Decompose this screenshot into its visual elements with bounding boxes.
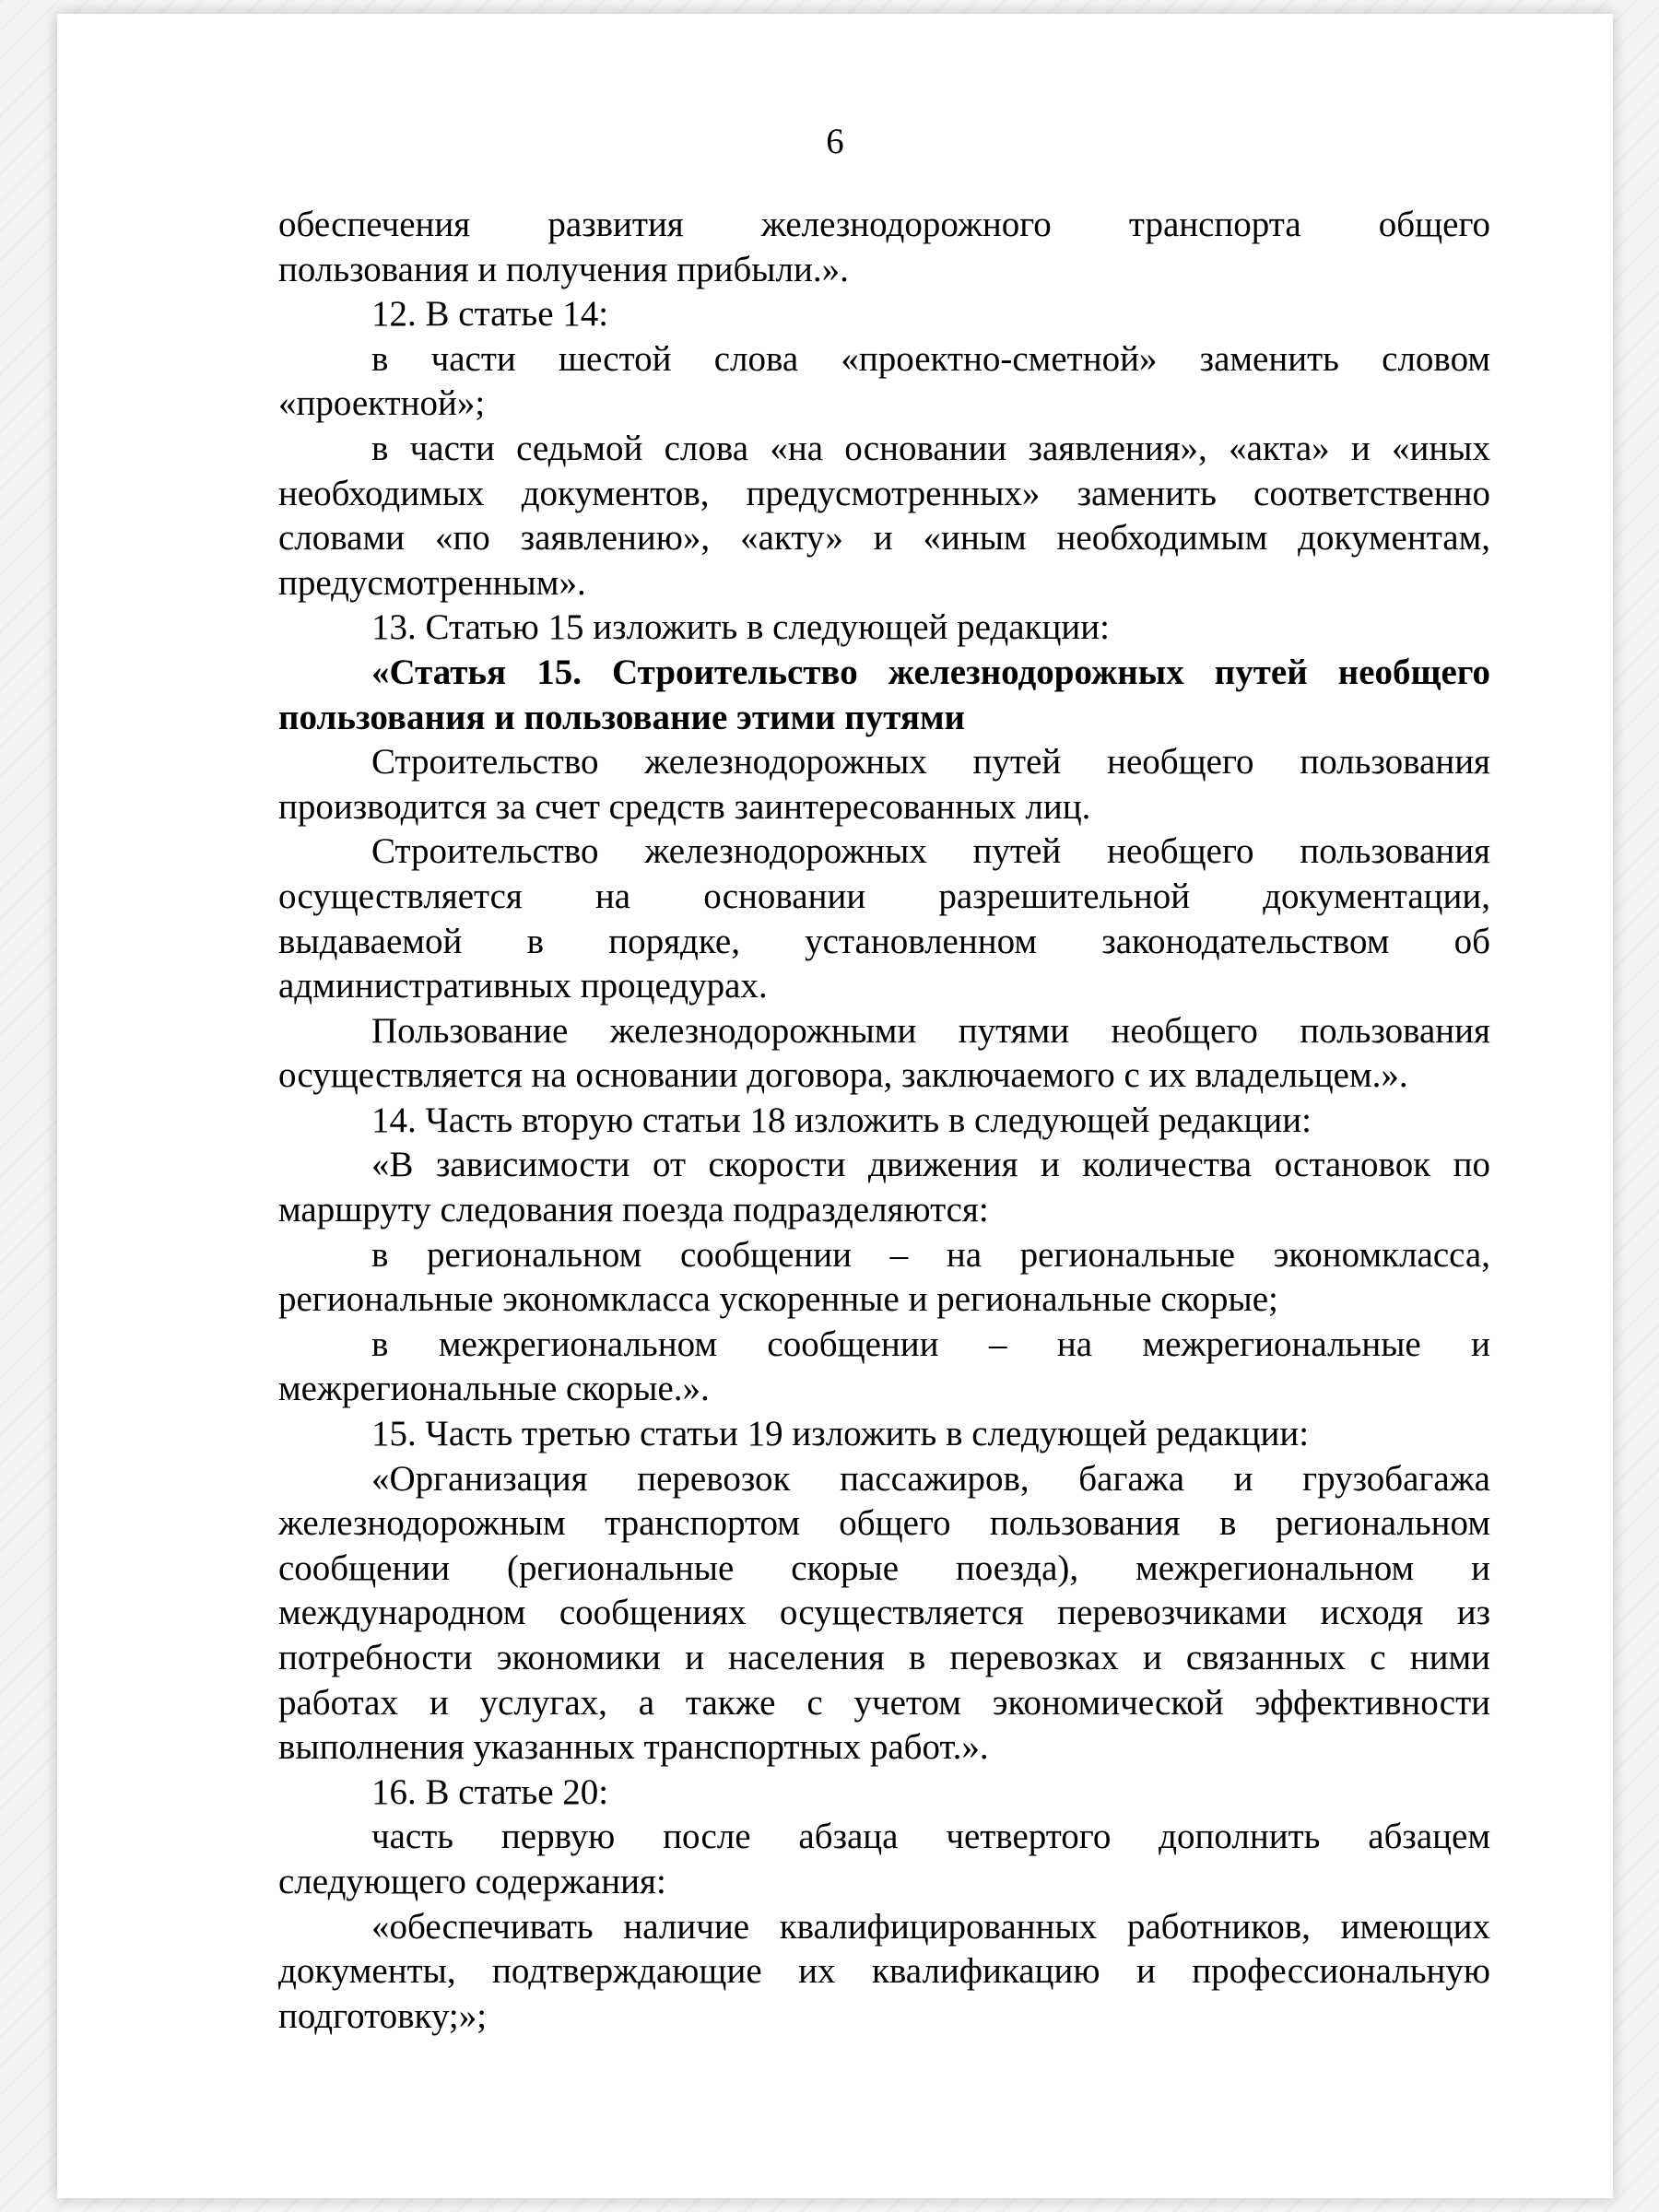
- paragraph: [278, 337, 1490, 427]
- text-line: выдаваемой в порядке, установленном законодательством об: [278, 921, 1490, 961]
- text-line: Строительство железнодорожных путей необщего пользования: [371, 831, 1490, 872]
- text-line: сообщении (региональные скорые поезда), межрегиональном и: [278, 1547, 1490, 1588]
- document-body: [278, 203, 1490, 2039]
- paragraph: [278, 1233, 1490, 1323]
- text-line: «проектной»;: [278, 383, 486, 424]
- paragraph: [278, 427, 1490, 606]
- text-line: словами «по заявлению», «акту» и «иным необходимым документам,: [278, 518, 1490, 559]
- text-line: документы, подтверждающие их квалификацию и профессиональную: [278, 1951, 1490, 1992]
- text-line: в межрегиональном сообщении – на межрегиональные и: [371, 1324, 1490, 1364]
- paragraph: [278, 740, 1490, 830]
- text-line: выполнения указанных транспортных работ.».: [278, 1727, 989, 1768]
- text-line: необходимых документов, предусмотренных» заменить соответственно: [278, 473, 1490, 513]
- text-line: предусмотренным».: [278, 562, 586, 603]
- paragraph: [278, 1009, 1490, 1099]
- paragraph: [278, 1771, 1490, 1816]
- text-line: маршруту следования поезда подразделяются:: [278, 1190, 989, 1230]
- paragraph: [278, 1323, 1490, 1412]
- text-line: Строительство железнодорожных путей необщего пользования: [371, 742, 1490, 782]
- text-line: «обеспечивать наличие квалифицированных работников, имеющих: [371, 1906, 1490, 1947]
- text-line: 12. В статье 14:: [371, 294, 609, 335]
- text-line: международном сообщениях осуществляется перевозчиками исходя из: [278, 1593, 1490, 1633]
- text-line: региональные экономкласса ускоренные и региональные скорые;: [278, 1279, 1278, 1320]
- paragraph: [278, 1412, 1490, 1457]
- text-line: межрегиональные скорые.».: [278, 1369, 710, 1409]
- paragraph: [278, 606, 1490, 651]
- page-number: 6: [826, 122, 844, 161]
- article-heading: [278, 651, 1490, 740]
- paragraph: [278, 203, 1490, 292]
- text-line: 16. В статье 20:: [371, 1771, 609, 1812]
- text-line: пользования и получения прибыли.».: [278, 249, 849, 289]
- text-line: железнодорожным транспортом общего пользования в региональном: [278, 1503, 1490, 1544]
- paragraph: [278, 1099, 1490, 1144]
- text-line: Пользование железнодорожными путями необщего пользования: [371, 1010, 1490, 1051]
- text-line: потребности экономики и населения в перевозках и связанных с ними: [278, 1638, 1490, 1677]
- document-page: [57, 14, 1613, 2198]
- text-line: «В зависимости от скорости движения и количества остановок по: [371, 1145, 1490, 1185]
- paragraph: [278, 830, 1490, 1008]
- text-line: «Организация перевозок пассажиров, багажа и грузобагажа: [371, 1458, 1490, 1499]
- text-line: в части шестой слова «проектно-сметной» заменить словом: [371, 338, 1490, 379]
- text-line: в региональном сообщении – на региональные экономкласса,: [371, 1234, 1490, 1275]
- paragraph: [278, 1815, 1490, 1904]
- text-line: пользования и пользование этими путями: [278, 697, 966, 737]
- text-line: осуществляется на основании договора, заключаемого с их владельцем.».: [278, 1055, 1408, 1096]
- text-line: «Статья 15. Строительство железнодорожных путей необщего: [371, 652, 1490, 692]
- text-line: обеспечения развития железнодорожного транспорта общего: [278, 205, 1490, 244]
- paragraph: [278, 1143, 1490, 1232]
- text-line: осуществляется на основании разрешительной документации,: [278, 876, 1490, 916]
- text-line: 14. Часть вторую статьи 18 изложить в следующей редакции:: [371, 1100, 1312, 1140]
- text-line: следующего содержания:: [278, 1861, 666, 1901]
- text-line: часть первую после абзаца четвертого дополнить абзацем: [371, 1817, 1490, 1857]
- text-line: административных процедурах.: [278, 966, 768, 1006]
- paragraph: [278, 292, 1490, 337]
- paragraph: [278, 1457, 1490, 1771]
- text-line: подготовку;»;: [278, 1995, 488, 2036]
- paragraph: [278, 1905, 1490, 2040]
- text-line: 15. Часть третью статьи 19 изложить в следующей редакции:: [371, 1414, 1310, 1454]
- text-line: в части седьмой слова «на основании заявления», «акта» и «иных: [371, 428, 1490, 468]
- text-line: 13. Статью 15 изложить в следующей редакции:: [371, 607, 1110, 648]
- text-line: работах и услугах, а также с учетом экономической эффективности: [278, 1682, 1490, 1723]
- text-line: производится за счет средств заинтересованных лиц.: [278, 786, 1091, 827]
